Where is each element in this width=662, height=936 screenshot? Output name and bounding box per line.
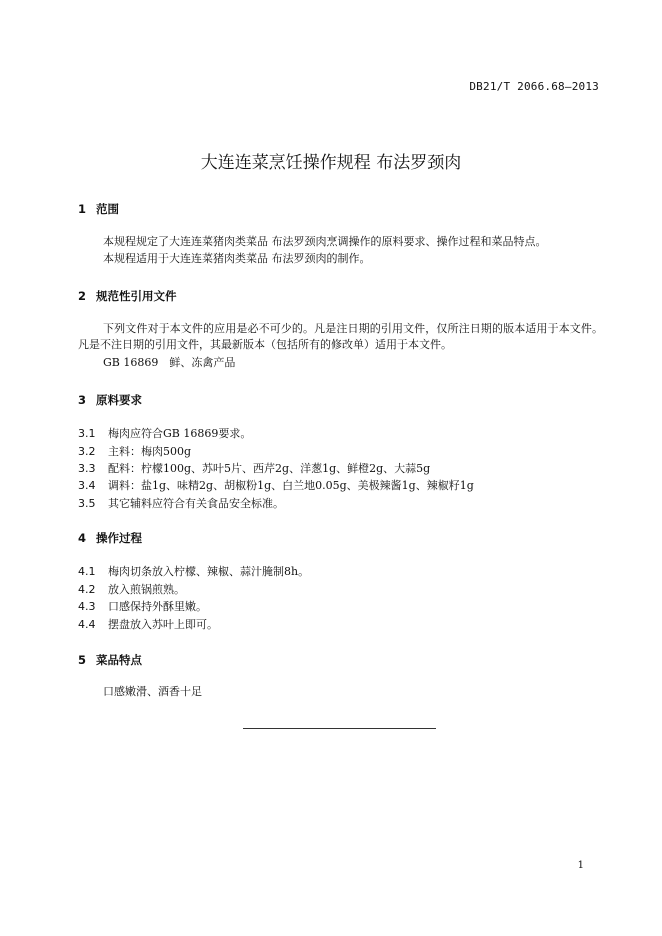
section-heading-scope (78, 201, 119, 217)
item-number: 4.4 (78, 618, 96, 631)
section-heading-ingredients (78, 392, 142, 408)
item-number: 4.1 (78, 565, 96, 578)
list-item (78, 495, 284, 511)
item-text: 其它辅料应符合有关食品安全标准。 (108, 497, 284, 510)
end-divider (243, 728, 436, 729)
paragraph: 口感嫩滑、酒香十足 (103, 685, 202, 698)
standard-code: DB21/T 2066.68—2013 (469, 80, 599, 93)
item-number: 3.3 (78, 462, 96, 475)
item-text: 梅肉切条放入柠檬、辣椒、蒜汁腌制8h。 (108, 565, 310, 578)
section-heading-procedure (78, 530, 142, 546)
section-title: 规范性引用文件 (96, 289, 177, 303)
section-number: 3 (78, 393, 87, 407)
section-title: 原料要求 (96, 393, 142, 407)
section-title: 操作过程 (96, 531, 142, 545)
item-text: 梅肉应符合GB 16869要求。 (108, 427, 252, 440)
list-item (78, 563, 309, 579)
section-heading-dish-features (78, 652, 142, 668)
list-item (78, 598, 207, 614)
section-title: 菜品特点 (96, 653, 142, 667)
item-text: 主料：梅肉500g (108, 445, 192, 458)
item-text: 配料：柠檬100g、苏叶5片、西芹2g、洋葱1g、鲜橙2g、大蒜5g (108, 462, 431, 475)
list-item (78, 581, 185, 597)
item-text: 放入煎锅煎熟。 (108, 583, 185, 596)
paragraph: 本规程适用于大连连菜猪肉类菜品 布法罗颈肉的制作。 (103, 252, 371, 265)
item-text: 调料：盐1g、味精2g、胡椒粉1g、白兰地0.05g、美极辣酱1g、辣椒籽1g (108, 479, 474, 492)
item-number: 4.3 (78, 600, 96, 613)
section-number: 2 (78, 289, 87, 303)
item-number: 3.1 (78, 427, 96, 440)
item-number: 4.2 (78, 583, 96, 596)
section-heading-normative-references (78, 288, 177, 304)
paragraph: 下列文件对于本文件的应用是必不可少的。凡是注日期的引用文件，仅所注日期的版本适用于本文件。凡是不注日期的引用文件，其最新版本（包括所有的修改单）适用于本文件。 (78, 322, 603, 351)
list-item (78, 616, 218, 632)
page-number: 1 (577, 860, 584, 871)
reference-entry: GB 16869 鲜、冻禽产品 (103, 356, 236, 369)
item-text: 口感保持外酥里嫩。 (108, 600, 207, 613)
list-item (78, 477, 474, 493)
section-number: 4 (78, 531, 87, 545)
item-number: 3.5 (78, 497, 96, 510)
item-number: 3.2 (78, 445, 96, 458)
item-text: 摆盘放入苏叶上即可。 (108, 618, 218, 631)
list-item (78, 443, 191, 459)
document-title: 大连连菜烹饪操作规程 布法罗颈肉 (200, 153, 462, 173)
list-item (78, 460, 430, 476)
paragraph: 本规程规定了大连连菜猪肉类菜品 布法罗颈肉烹调操作的原料要求、操作过程和菜品特点。 (103, 235, 547, 248)
section-number: 1 (78, 202, 87, 216)
item-number: 3.4 (78, 479, 96, 492)
section-title: 范围 (96, 202, 119, 216)
section-number: 5 (78, 653, 87, 667)
list-item (78, 425, 251, 441)
